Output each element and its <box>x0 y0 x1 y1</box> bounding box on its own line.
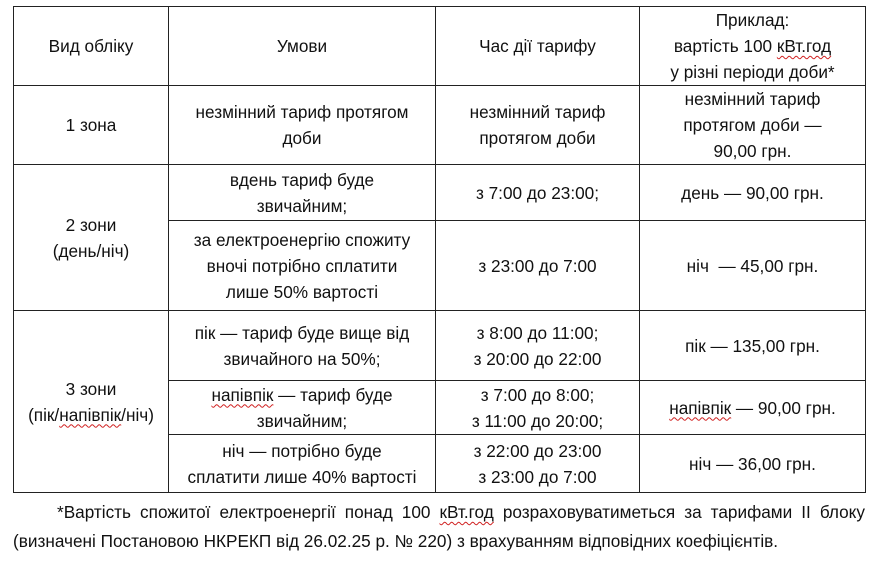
cell-example-3-zones-half-peak: напівпік — 90,00 грн. <box>640 381 866 435</box>
cell-conditions-3-zones-night: ніч — потрібно буде сплатити лише 40% вартості <box>169 435 436 493</box>
cell-example-2-zones-day: день — 90,00 грн. <box>640 165 866 221</box>
header-metering-type: Вид обліку <box>14 7 169 86</box>
header-example-line2: вартість 100 кВт.год <box>673 36 832 56</box>
header-example: Приклад: вартість 100 кВт.год у різні періоди доби* <box>640 7 866 86</box>
type-3-zones-line2: (пік/напівпік/ніч) <box>28 404 154 425</box>
table-row-1-zone <box>14 86 866 165</box>
cell-conditions-2-zones-day: вдень тариф буде звичайним; <box>169 165 436 221</box>
cell-example-3-zones-peak: пік — 135,00 грн. <box>640 311 866 381</box>
tariff-table <box>13 6 866 493</box>
cell-type-2-zones: 2 зони (день/ніч) <box>14 165 169 311</box>
cell-time-2-zones-night: з 23:00 до 7:00 <box>436 221 640 311</box>
spellcheck-word: напівпік <box>59 404 122 425</box>
cell-type-3-zones: 3 зони (пік/напівпік/ніч) <box>14 311 169 493</box>
cell-time-2-zones-day: з 7:00 до 23:00; <box>436 165 640 221</box>
document-page <box>13 6 865 573</box>
spellcheck-word: напівпік <box>669 397 732 418</box>
table-row-3-zones-peak <box>14 311 866 381</box>
cell-example-2-zones-night: ніч — 45,00 грн. <box>640 221 866 311</box>
spellcheck-word: кВт.год <box>439 502 494 522</box>
cell-time-3-zones-half-peak: з 7:00 до 8:00; з 11:00 до 20:00; <box>436 381 640 435</box>
cell-type-1-zone: 1 зона <box>14 86 169 165</box>
cell-conditions-3-zones-half-peak: напівпік — тариф буде звичайним; <box>169 381 436 435</box>
spellcheck-word: напівпік <box>211 384 274 405</box>
header-conditions: Умови <box>169 7 436 86</box>
cell-time-3-zones-night: з 22:00 до 23:00 з 23:00 до 7:00 <box>436 435 640 493</box>
table-row-2-zones-day <box>14 165 866 221</box>
footnote: *Вартість спожитої електроенергії понад 100 кВт.год розраховуватиметься за тарифами ІІ блоку (визначені Постановою НКРЕКП від 26.02.25 р. № 220) з врахуванням відповідних коефіцієнтів. <box>13 502 865 551</box>
cell-time-1-zone: незмінний тариф протягом доби <box>436 86 640 165</box>
half-peak-conditions-line1: напівпік — тариф буде <box>211 384 393 405</box>
header-tariff-time: Час дії тарифу <box>436 7 640 86</box>
cell-example-1-zone: незмінний тариф протягом доби — 90,00 грн. <box>640 86 866 165</box>
spellcheck-word: кВт.год <box>776 36 832 56</box>
cell-conditions-1-zone: незмінний тариф протягом доби <box>169 86 436 165</box>
cell-conditions-2-zones-night: за електроенергію спожиту вночі потрібно сплатити лише 50% вартості <box>169 221 436 311</box>
cell-example-3-zones-night: ніч — 36,00 грн. <box>640 435 866 493</box>
table-header-row <box>14 7 866 86</box>
cell-time-3-zones-peak: з 8:00 до 11:00; з 20:00 до 22:00 <box>436 311 640 381</box>
cell-conditions-3-zones-peak: пік — тариф буде вище від звичайного на 50%; <box>169 311 436 381</box>
